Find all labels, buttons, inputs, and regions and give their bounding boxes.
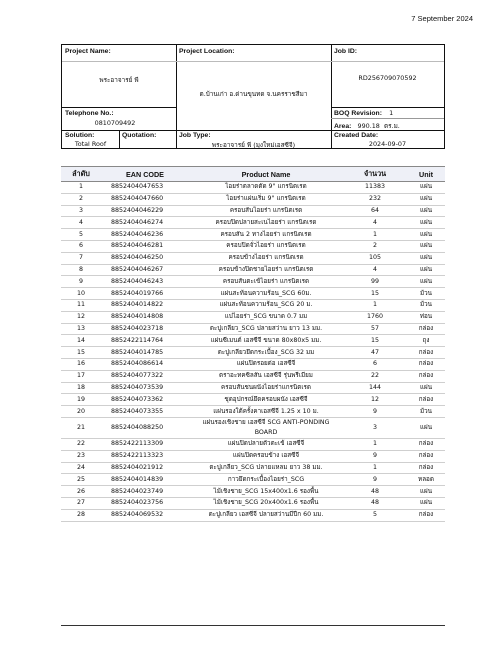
header-ean: EAN CODE	[101, 167, 189, 182]
row-unit: แผ่น	[407, 193, 445, 205]
project-location: ต.บ้านเก่า อ.ด่านขุนทด จ.นครราชสีมา	[199, 90, 308, 98]
row-unit: แผ่น	[407, 252, 445, 264]
row-no: 10	[61, 288, 101, 300]
job-id-label: Job ID:	[334, 48, 358, 55]
row-product-name: แผ่นรองเชิงชาย เอสซีจี SCG ANTI-PONDING BOARD	[189, 417, 343, 438]
row-unit: ม้วน	[407, 299, 445, 311]
created-date-label: Created Date:	[334, 132, 379, 139]
table-row	[61, 394, 445, 406]
row-ean-code: 8852404046229	[101, 205, 189, 217]
row-qty: 9	[343, 450, 407, 462]
table-row	[61, 264, 445, 276]
row-no: 11	[61, 299, 101, 311]
row-unit: กล่อง	[407, 358, 445, 370]
table-row	[61, 347, 445, 359]
boq-items-table	[61, 166, 445, 522]
row-unit: กล่อง	[407, 370, 445, 382]
job-id: RD256709070592	[358, 74, 417, 82]
row-product-name: กาวยึดกระเบื้องไอยร่า_SCG	[189, 474, 343, 486]
area	[334, 121, 400, 131]
created-date: 2024-09-07	[368, 140, 407, 148]
row-ean-code: 8852404073539	[101, 382, 189, 394]
project-info-box	[61, 44, 445, 149]
row-ean-code: 8852404023749	[101, 486, 189, 498]
row-qty: 15	[343, 288, 407, 300]
row-unit: แผ่น	[407, 240, 445, 252]
row-ean-code: 8852404019766	[101, 288, 189, 300]
row-unit: แผ่น	[407, 205, 445, 217]
row-product-name: ไม้เชิงชาย_SCG 20x400x1.6 รองพื้น	[189, 497, 343, 509]
row-unit: กล่อง	[407, 347, 445, 359]
row-product-name: ตะปูเกลียวยึดกระเบื้อง_SCG 32 มม	[189, 347, 343, 359]
row-no: 4	[61, 217, 101, 229]
table-row	[61, 509, 445, 521]
row-no: 27	[61, 497, 101, 509]
row-product-name: แผ่นปิดรอยต่อ เอสซีจี	[189, 358, 343, 370]
row-qty: 64	[343, 205, 407, 217]
row-product-name: ครอบสันไอยร่า แกรนิตเรด	[189, 205, 343, 217]
row-product-name: ครอบปิดจั่วไอยร่า แกรนิตเรด	[189, 240, 343, 252]
table-row	[61, 182, 445, 194]
row-product-name: แผ่นปิดครอบข้าง เอสซีจี	[189, 450, 343, 462]
row-product-name: ครอบสันตะเข้ไอยร่า แกรนิตเรด	[189, 276, 343, 288]
row-qty: 1760	[343, 311, 407, 323]
area-unit: ตร.ม.	[383, 122, 400, 130]
row-unit: ท่อน	[407, 311, 445, 323]
row-unit: กล่อง	[407, 323, 445, 335]
row-no: 21	[61, 417, 101, 438]
table-row	[61, 450, 445, 462]
row-ean-code: 8852422114764	[101, 335, 189, 347]
row-product-name: ครอบปิดปลายสะเนไอยร่า แกรนิตเรด	[189, 217, 343, 229]
row-unit: แผ่น	[407, 217, 445, 229]
row-no: 13	[61, 323, 101, 335]
row-qty: 6	[343, 358, 407, 370]
row-unit: แผ่น	[407, 182, 445, 194]
row-product-name: แผ่นปิดปลายตัวตะเข้ เอสซีจี	[189, 438, 343, 450]
table-row	[61, 335, 445, 347]
row-ean-code: 8852404014785	[101, 347, 189, 359]
telephone-label: Telephone No.:	[65, 110, 114, 117]
row-no: 28	[61, 509, 101, 521]
table-row	[61, 462, 445, 474]
job-type: พระอาจารย์ พี (มุงใหม่เอสซีจี)	[211, 141, 296, 149]
table-row	[61, 406, 445, 418]
row-qty: 1	[343, 462, 407, 474]
row-no: 22	[61, 438, 101, 450]
row-ean-code: 8852404077322	[101, 370, 189, 382]
table-row	[61, 217, 445, 229]
row-no: 20	[61, 406, 101, 418]
row-qty: 1	[343, 299, 407, 311]
row-product-name: แผ่นสะท้อนความร้อน_SCG 20 ม.	[189, 299, 343, 311]
telephone: 0810709492	[94, 119, 136, 127]
row-qty: 1	[343, 438, 407, 450]
table-row	[61, 205, 445, 217]
row-ean-code: 8852404046274	[101, 217, 189, 229]
row-unit: กล่อง	[407, 450, 445, 462]
row-no: 16	[61, 358, 101, 370]
row-unit: แผ่น	[407, 382, 445, 394]
row-qty: 9	[343, 474, 407, 486]
row-no: 14	[61, 335, 101, 347]
row-unit: กล่อง	[407, 394, 445, 406]
solution-label: Solution:	[65, 132, 95, 139]
row-no: 23	[61, 450, 101, 462]
row-qty: 232	[343, 193, 407, 205]
row-qty: 22	[343, 370, 407, 382]
row-product-name: ครอบสัน 2 ทางไอยร่า แกรนิตเรด	[189, 229, 343, 241]
solution: Total Roof	[74, 140, 107, 148]
row-no: 24	[61, 462, 101, 474]
row-qty: 48	[343, 486, 407, 498]
row-ean-code: 8852404069532	[101, 509, 189, 521]
row-no: 15	[61, 347, 101, 359]
row-product-name: แผ่นซีเมนต์ เอสซีจี ขนาด 80x80x5 มม.	[189, 335, 343, 347]
row-qty: 144	[343, 382, 407, 394]
row-product-name: ชุดอุปกรณ์ยึดครอบผนัง เอสซีจี	[189, 394, 343, 406]
table-row	[61, 438, 445, 450]
row-no: 18	[61, 382, 101, 394]
row-qty: 4	[343, 217, 407, 229]
row-product-name: ครอบข้างปิดชายไอยร่า แกรนิตเรด	[189, 264, 343, 276]
row-ean-code: 8852404046236	[101, 229, 189, 241]
row-ean-code: 8852404023718	[101, 323, 189, 335]
row-qty: 99	[343, 276, 407, 288]
boq-revision-label: BOQ Revision:	[334, 110, 382, 117]
table-row	[61, 497, 445, 509]
row-qty: 3	[343, 417, 407, 438]
print-date: 7 September 2024	[411, 14, 473, 23]
row-qty: 5	[343, 509, 407, 521]
table-row	[61, 240, 445, 252]
table-header-row	[61, 167, 445, 182]
row-no: 6	[61, 240, 101, 252]
row-product-name: แผ่นรองใต้ครั้งคาเอสซีจี 1.25 x 10 ม.	[189, 406, 343, 418]
table-row	[61, 229, 445, 241]
row-unit: แผ่น	[407, 497, 445, 509]
row-unit: ม้วน	[407, 406, 445, 418]
row-product-name: ตราอะทคซิลสัน เอสซีจี รุ่นพรีเมียม	[189, 370, 343, 382]
row-no: 2	[61, 193, 101, 205]
row-product-name: ตะปูเกลียว_SCG ปลายแหลม ยาว 38 มม.	[189, 462, 343, 474]
row-no: 9	[61, 276, 101, 288]
table-row	[61, 474, 445, 486]
row-no: 1	[61, 182, 101, 194]
row-unit: ถุง	[407, 335, 445, 347]
table-row	[61, 323, 445, 335]
row-ean-code: 8852404021912	[101, 462, 189, 474]
row-ean-code: 8852404047660	[101, 193, 189, 205]
row-ean-code: 8852404073362	[101, 394, 189, 406]
row-qty: 15	[343, 335, 407, 347]
row-unit: กล่อง	[407, 509, 445, 521]
row-product-name: ตะปูเกลียว_SCG ปลายสว่าน ยาว 13 มม.	[189, 323, 343, 335]
row-no: 19	[61, 394, 101, 406]
header-product-name: Product Name	[189, 167, 343, 182]
project-name-label: Project Name:	[65, 48, 111, 55]
row-unit: แผ่น	[407, 417, 445, 438]
row-qty: 12	[343, 394, 407, 406]
row-ean-code: 8852422113323	[101, 450, 189, 462]
row-unit: กล่อง	[407, 438, 445, 450]
row-ean-code: 8852404014839	[101, 474, 189, 486]
row-no: 7	[61, 252, 101, 264]
row-ean-code: 8852404088250	[101, 417, 189, 438]
table-row	[61, 382, 445, 394]
job-type-label: Job Type:	[179, 132, 211, 139]
row-qty: 1	[343, 229, 407, 241]
row-ean-code: 8852422113309	[101, 438, 189, 450]
row-product-name: ไอยร่าตลาดตัด 9" แกรนิตเรด	[189, 182, 343, 194]
table-row	[61, 276, 445, 288]
area-label: Area:	[334, 123, 352, 130]
table-row	[61, 417, 445, 438]
row-ean-code: 8852404014808	[101, 311, 189, 323]
table-row	[61, 299, 445, 311]
table-row	[61, 252, 445, 264]
table-row	[61, 288, 445, 300]
row-no: 8	[61, 264, 101, 276]
row-ean-code: 8852404047653	[101, 182, 189, 194]
row-ean-code: 8852404046281	[101, 240, 189, 252]
row-unit: กล่อง	[407, 462, 445, 474]
row-qty: 2	[343, 240, 407, 252]
row-product-name: แผ่นสะท้อนความร้อน_SCG 60ม.	[189, 288, 343, 300]
row-unit: แผ่น	[407, 229, 445, 241]
row-qty: 47	[343, 347, 407, 359]
row-ean-code: 8852404014822	[101, 299, 189, 311]
header-unit: Unit	[407, 167, 445, 182]
row-no: 5	[61, 229, 101, 241]
table-row	[61, 311, 445, 323]
row-unit: ม้วน	[407, 288, 445, 300]
area-value: 990.18	[357, 122, 380, 130]
row-product-name: ครอบสันชนผนังไอยร่าแกรนิตเรด	[189, 382, 343, 394]
row-qty: 48	[343, 497, 407, 509]
row-product-name: ครอบข้างไอยร่า แกรนิตเรด	[189, 252, 343, 264]
row-ean-code: 8852404046267	[101, 264, 189, 276]
row-unit: แผ่น	[407, 264, 445, 276]
boq-revision-value: 1	[389, 109, 394, 117]
boq-revision	[334, 109, 393, 117]
table-row	[61, 486, 445, 498]
row-unit: แผ่น	[407, 276, 445, 288]
project-name: พระอาจารย์ พี	[99, 76, 139, 84]
row-qty: 57	[343, 323, 407, 335]
row-ean-code: 8852404023756	[101, 497, 189, 509]
row-no: 26	[61, 486, 101, 498]
row-ean-code: 8852404046243	[101, 276, 189, 288]
table-row	[61, 370, 445, 382]
row-product-name: ไอยร่าแผ่นเริ่ม 9" แกรนิตเรด	[189, 193, 343, 205]
row-qty: 105	[343, 252, 407, 264]
row-no: 25	[61, 474, 101, 486]
project-location-label: Project Location:	[179, 48, 235, 55]
footer-divider	[61, 625, 445, 626]
row-product-name: ไม้เชิงชาย_SCG 15x400x1.6 รองพื้น	[189, 486, 343, 498]
header-qty: จำนวน	[343, 167, 407, 182]
row-qty: 9	[343, 406, 407, 418]
row-no: 12	[61, 311, 101, 323]
quotation-label: Quotation:	[122, 132, 157, 139]
table-row	[61, 193, 445, 205]
row-ean-code: 8852404086614	[101, 358, 189, 370]
row-qty: 4	[343, 264, 407, 276]
row-product-name: แปไอยร่า_SCG ขนาด 0.7 มม	[189, 311, 343, 323]
row-product-name: ตะปูเกลียว เอสซีจี ปลายสว่านมีปีก 60 มม.	[189, 509, 343, 521]
row-unit: แผ่น	[407, 486, 445, 498]
row-ean-code: 8852404073355	[101, 406, 189, 418]
table-row	[61, 358, 445, 370]
row-no: 17	[61, 370, 101, 382]
row-ean-code: 8852404046250	[101, 252, 189, 264]
row-qty: 11383	[343, 182, 407, 194]
row-unit: หลอด	[407, 474, 445, 486]
row-no: 3	[61, 205, 101, 217]
header-no: ลำดับ	[61, 167, 101, 182]
